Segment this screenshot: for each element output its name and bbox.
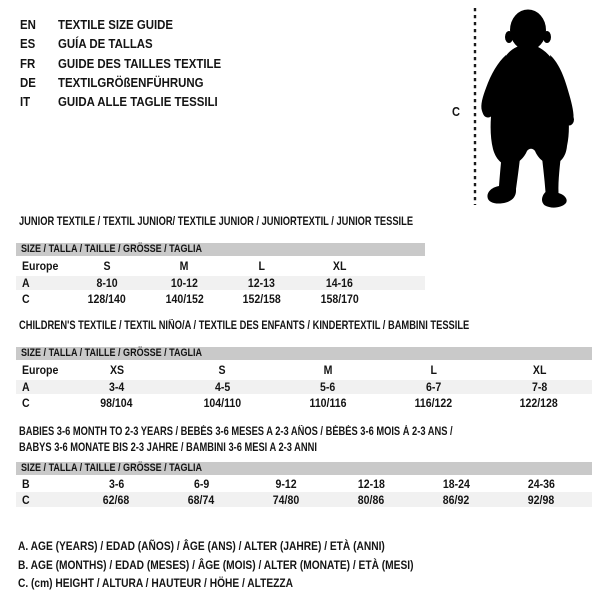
language-code-cell — [20, 92, 58, 111]
section-title-text: CHILDREN'S TEXTILE / TEXTIL NIÑO/A / TEXTILE DES ENFANTS / KINDERTEXTIL / BAMBINI TESSILE — [19, 320, 470, 332]
language-code-cell — [20, 15, 58, 34]
size-cell-value: S — [103, 259, 111, 273]
size-header-bar — [16, 347, 592, 360]
size-cell-value: M — [179, 259, 189, 273]
size-cell-value: 98/104 — [100, 395, 133, 410]
language-code-cell — [20, 54, 58, 73]
size-cell-value: XL — [332, 259, 347, 273]
language-title: GUÍA DE TALLAS — [58, 36, 153, 52]
size-cell — [244, 477, 329, 491]
baby-ear-left — [505, 31, 513, 43]
language-title-cell — [58, 17, 189, 32]
size-cell — [301, 259, 379, 273]
size-cell-value: 12-13 — [248, 276, 276, 290]
baby-figure — [481, 10, 574, 208]
baby-leg-left — [487, 145, 521, 204]
row-label — [16, 380, 64, 394]
size-cell-value: L — [430, 363, 437, 377]
size-cell-value: 3-6 — [108, 476, 125, 491]
section-title-babies — [19, 425, 554, 456]
size-cell-value: 152/158 — [242, 291, 281, 306]
table-row — [16, 475, 592, 492]
row-label-text: C — [22, 395, 30, 410]
size-cell-value: 6-9 — [193, 476, 210, 491]
size-cell — [486, 380, 592, 394]
size-cell-value: 86/92 — [443, 492, 470, 507]
size-cell — [223, 292, 301, 306]
section-title-junior — [19, 216, 505, 229]
section-title-line — [19, 425, 554, 441]
section-title-children — [19, 320, 575, 333]
section-title-text: BABYS 3-6 MONATE BIS 2-3 JAHRE / BAMBINI 3-6 MESI A 2-3 ANNI — [19, 441, 317, 454]
size-cell — [223, 276, 301, 290]
size-cell — [68, 292, 146, 306]
size-cell — [275, 363, 381, 377]
size-cell — [159, 493, 244, 507]
language-row — [20, 54, 243, 73]
footnotes — [18, 537, 483, 593]
language-code: FR — [20, 55, 36, 71]
language-code-cell — [20, 73, 58, 92]
table-filler — [584, 492, 592, 507]
baby-hand-left — [483, 105, 494, 118]
size-cell — [146, 276, 224, 290]
size-cell-value: 4-5 — [214, 380, 231, 394]
size-cell-value: 7-8 — [531, 380, 547, 394]
baby-silhouette — [450, 0, 600, 215]
baby-hand-right — [564, 114, 574, 126]
table-row — [16, 394, 592, 411]
size-cell-value: 104/110 — [203, 395, 242, 410]
size-cell — [68, 276, 146, 290]
size-cell-value: 110/116 — [309, 395, 347, 410]
children-size-table — [16, 347, 592, 411]
table-filler — [378, 276, 425, 290]
size-cell-value: 68/74 — [188, 492, 215, 507]
language-title: TEXTILE SIZE GUIDE — [58, 17, 174, 32]
size-cell — [381, 380, 487, 394]
row-label-text: B — [22, 476, 30, 491]
row-label-text: C — [22, 291, 30, 306]
table-row — [16, 380, 592, 394]
size-cell — [381, 363, 487, 377]
section-title-text: BABIES 3-6 MONTH TO 2-3 YEARS / BEBÉS 3-6 MESES A 2-3 AÑOS / BÉBÉS 3-6 MOIS À 2-3 ANS / — [19, 426, 453, 438]
size-cell-value: 18-24 — [442, 476, 471, 491]
row-label — [16, 396, 64, 410]
height-label-text: C — [452, 104, 460, 119]
language-title: GUIDA ALLE TAGLIE TESSILI — [58, 94, 218, 110]
size-cell — [301, 292, 379, 306]
size-cell — [414, 493, 499, 507]
footnote-text: C. (cm) HEIGHT / ALTURA / HAUTEUR / HÖHE / ALTEZZA — [18, 576, 294, 591]
size-cell-value: 14-16 — [325, 276, 353, 290]
size-cell — [486, 363, 592, 377]
size-header-bar — [16, 243, 425, 256]
size-cell-value: 116/122 — [414, 395, 453, 410]
size-cell-value: XS — [109, 363, 124, 377]
size-cell — [329, 477, 414, 491]
size-cell-value: 74/80 — [273, 492, 300, 507]
language-title-cell — [58, 75, 223, 90]
size-cell — [64, 396, 170, 410]
row-label — [16, 477, 74, 491]
size-cell — [381, 396, 487, 410]
size-cell — [499, 477, 584, 491]
row-label — [16, 259, 68, 273]
language-row — [20, 15, 243, 34]
language-title-cell — [58, 36, 166, 51]
language-code: EN — [20, 17, 36, 32]
footnote-line — [18, 574, 483, 593]
junior-size-table — [16, 243, 425, 307]
language-title-cell — [58, 94, 240, 109]
size-cell — [301, 276, 379, 290]
size-cell — [64, 380, 170, 394]
table-filler — [584, 475, 592, 492]
table-filler — [378, 290, 425, 307]
size-cell-value: 62/68 — [103, 492, 130, 507]
language-title: GUIDE DES TAILLES TEXTILE — [58, 55, 222, 71]
row-label-text: Europe — [22, 259, 59, 273]
height-label — [452, 104, 461, 119]
language-code: ES — [20, 36, 36, 52]
language-row — [20, 92, 243, 111]
size-cell-value: 9-12 — [275, 476, 298, 491]
size-cell — [486, 396, 592, 410]
size-cell — [146, 259, 224, 273]
size-header-label: SIZE / TALLA / TAILLE / GRÖSSE / TAGLIA — [21, 243, 203, 255]
table-row — [16, 276, 425, 290]
size-cell-value: S — [218, 363, 226, 377]
size-cell-value: 12-18 — [357, 476, 386, 491]
row-label-text: C — [22, 492, 30, 507]
size-header-label: SIZE / TALLA / TAILLE / GRÖSSE / TAGLIA — [21, 347, 203, 359]
size-cell — [223, 259, 301, 273]
size-cell-value: 92/98 — [528, 492, 555, 507]
size-header-bar — [16, 462, 592, 475]
size-cell — [170, 380, 276, 394]
size-cell — [414, 477, 499, 491]
language-title-cell — [58, 56, 243, 71]
language-code: IT — [20, 94, 31, 110]
row-label — [16, 276, 68, 290]
table-filler — [378, 256, 425, 276]
size-cell — [244, 493, 329, 507]
section-title-line — [19, 441, 554, 457]
size-cell — [74, 477, 159, 491]
size-cell-value: XL — [532, 363, 546, 377]
size-cell — [159, 477, 244, 491]
footnote-text: A. AGE (YEARS) / EDAD (AÑOS) / ÂGE (ANS) / ALTER (JAHRE) / ETÀ (ANNI) — [18, 539, 385, 553]
footnote-text: B. AGE (MONTHS) / EDAD (MESES) / ÂGE (MOIS) / ALTER (MONATE) / ETÀ (MESI) — [18, 557, 414, 572]
size-cell-value: 24-36 — [527, 476, 556, 491]
size-cell — [329, 493, 414, 507]
size-cell — [499, 493, 584, 507]
size-cell — [146, 292, 224, 306]
size-cell-value: 140/152 — [165, 291, 204, 306]
language-row — [20, 73, 243, 92]
size-cell-value: 8-10 — [96, 276, 118, 290]
size-cell-value: 80/86 — [358, 492, 385, 507]
size-cell — [170, 396, 276, 410]
table-row — [16, 256, 425, 276]
section-title-text: JUNIOR TEXTILE / TEXTIL JUNIOR/ TEXTILE JUNIOR / JUNIORTEXTIL / JUNIOR TESSILE — [19, 216, 414, 228]
row-label-text: Europe — [22, 363, 59, 377]
row-label-text: A — [22, 276, 30, 290]
size-cell-value: 122/128 — [520, 395, 559, 410]
table-row — [16, 360, 592, 380]
size-cell-value: 3-4 — [109, 380, 125, 394]
size-header-label: SIZE / TALLA / TAILLE / GRÖSSE / TAGLIA — [21, 462, 203, 474]
row-label — [16, 493, 74, 507]
size-cell — [170, 363, 276, 377]
size-cell-value: 158/170 — [320, 291, 359, 306]
size-cell — [275, 380, 381, 394]
size-cell-value: 10-12 — [170, 276, 198, 290]
size-cell — [64, 363, 170, 377]
babies-size-table — [16, 462, 592, 507]
size-cell-value: 6-7 — [425, 380, 442, 394]
size-cell — [275, 396, 381, 410]
row-label — [16, 363, 64, 377]
row-label — [16, 292, 68, 306]
language-code: DE — [20, 74, 36, 90]
size-cell-value: 128/140 — [87, 291, 126, 306]
table-row — [16, 492, 592, 507]
size-cell — [74, 493, 159, 507]
size-cell-value: M — [323, 363, 333, 377]
size-cell — [68, 259, 146, 273]
baby-ear-right — [543, 31, 551, 43]
footnote-line — [18, 556, 483, 575]
row-label-text: A — [22, 380, 30, 394]
language-title: TEXTILGRÖßENFÜHRUNG — [58, 74, 204, 90]
language-list — [20, 15, 243, 111]
size-cell-value: 5-6 — [320, 380, 336, 394]
language-row — [20, 34, 243, 53]
language-code-cell — [20, 34, 58, 53]
footnote-line — [18, 537, 483, 556]
size-cell-value: L — [258, 259, 265, 273]
table-row — [16, 290, 425, 307]
